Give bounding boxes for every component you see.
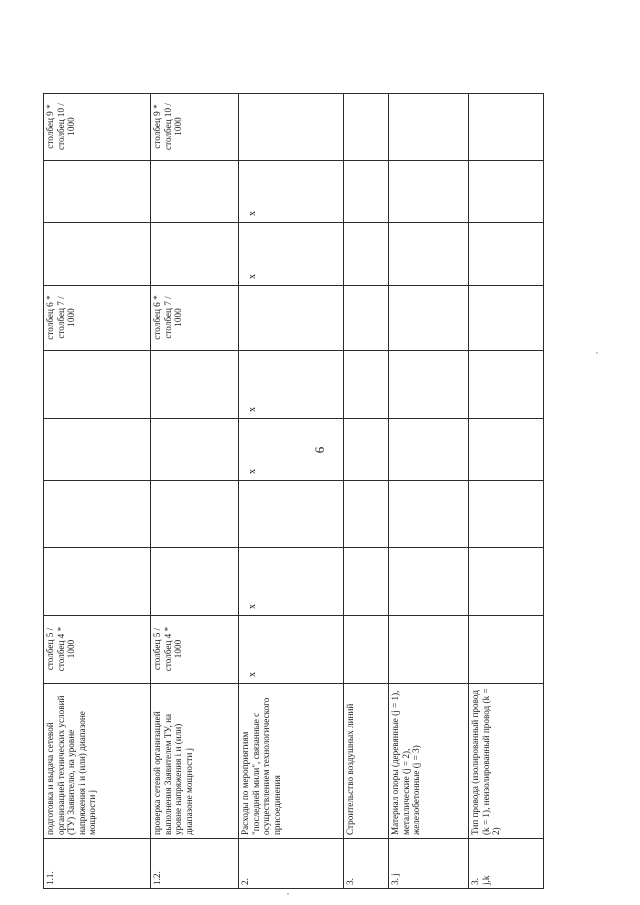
cross-mark: x	[247, 211, 258, 216]
cross-mark: x	[247, 469, 258, 474]
cross-mark: x	[247, 407, 258, 412]
formula-cell: столбец 5 / столбец 4 * 1000	[152, 626, 184, 672]
row-description: Материал опоры (деревянные (j = 1), металлические (j = 2), железобетонные (j = 3)	[390, 690, 422, 835]
formula-cell: столбец 9 * столбец 10 / 1000	[45, 103, 77, 150]
column-divider	[43, 480, 544, 481]
formula-cell: столбец 5 / столбец 4 * 1000	[45, 626, 77, 672]
row-description: Тип провода (изолированный провод (k = 1), неизолированный провод (k = 2)	[470, 688, 502, 835]
scan-speck	[596, 352, 598, 354]
formula-cell: столбец 9 * столбец 10 / 1000	[152, 103, 184, 150]
row-label: 1.2.	[152, 871, 162, 885]
cross-mark: x	[247, 672, 258, 677]
row-label: 2.	[240, 878, 250, 885]
cross-mark: x	[247, 604, 258, 609]
table-border-bottom	[43, 888, 544, 889]
row-label: 3. j	[390, 873, 400, 885]
table-border-right	[543, 93, 544, 889]
row-description: проверка сетевой организацией выполнения Заявителем ТУ, на уровне напряжения i и (или) диапазоне мощности j	[152, 711, 194, 835]
scan-speck	[287, 893, 289, 895]
row-label: 1.1.	[45, 871, 55, 885]
row-label: 3.	[345, 878, 355, 885]
row-label: 3. j,k	[470, 875, 491, 885]
row-description: подготовка и выдача сетевой организацией технических условий (ТУ) Заявителю, на уровне напряжения i и (или) диапазоне мощности j	[45, 695, 98, 835]
cross-mark: x	[247, 274, 258, 279]
page-number: 6	[312, 446, 327, 454]
row-description: Расходы по мероприятиям "последней мили", связанные с осуществлением технологического присоединения	[240, 697, 282, 835]
row-description: Строительство воздушных линий	[345, 703, 355, 835]
formula-cell: столбец 6 * столбец 7 / 1000	[152, 295, 184, 340]
formula-cell: столбец 6 * столбец 7 / 1000	[45, 295, 77, 340]
